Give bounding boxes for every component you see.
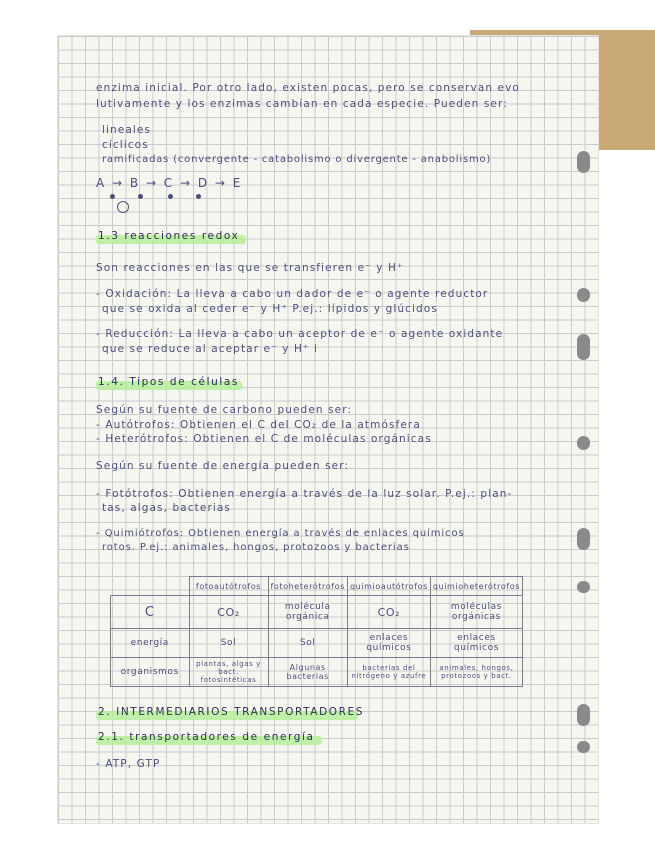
table-cell: Sol (189, 629, 268, 658)
binder-hole (577, 436, 590, 450)
table-header: quimioheterótrofos (430, 577, 522, 596)
table-header: fotoautótrofos (189, 577, 268, 596)
route-type-branched: ramificadas (convergente - catabolismo o divergente - anabolismo) (102, 154, 492, 165)
section-2-1-heading: 2.1. transportadores de energía (98, 731, 315, 743)
carbon-source-intro: Según su fuente de carbono pueden ser: (96, 404, 353, 416)
table-row-label: organismos (111, 658, 190, 687)
atp-gtp-item: - ATP, GTP (96, 758, 161, 770)
table-row (111, 658, 523, 687)
phototrophs-line-1: - Fotótrofos: Obtienen energía a través de la luz solar. P.ej.: plan- (96, 488, 513, 500)
route-type-cyclic: cíclicos (102, 139, 149, 151)
table-row-label: C (111, 596, 190, 629)
table-cell: CO₂ (189, 596, 268, 629)
autotrophs-line: - Autótrofos: Obtienen el C del CO₂ de la atmósfera (96, 419, 421, 431)
chemotrophs-line-2: rotos. P.ej.: animales, hongos, protozoos y bacterias (102, 542, 410, 553)
pathway-chain: A → B → C → D → E (96, 176, 243, 190)
section-1-3-heading: 1.3 reacciones redox (98, 230, 240, 242)
cell-types-table (110, 576, 523, 687)
chemotrophs-line-1: - Quimiótrofos: Obtienen energía a través de enlaces químicos (96, 528, 465, 539)
table-cell: Algunas bacterias (268, 658, 347, 687)
binder-hole (577, 581, 590, 593)
enzyme-dot (196, 194, 201, 199)
binder-hole (577, 528, 590, 550)
intro-line-1: enzima inicial. Por otro lado, existen pocas, pero se conservan evo (96, 82, 520, 94)
table-corner (111, 577, 190, 596)
table-header: fotoheterótrofos (268, 577, 347, 596)
table-cell: moléculas orgánicas (430, 596, 522, 629)
section-1-4-heading: 1.4. Tipos de células (98, 376, 239, 388)
energy-source-intro: Según su fuente de energía pueden ser: (96, 460, 350, 472)
binder-hole (577, 151, 590, 173)
redox-intro: Son reacciones en las que se transfieren e⁻ y H⁺ (96, 262, 404, 274)
enzyme-dot (138, 194, 143, 199)
section-2-heading: 2. INTERMEDIARIOS TRANSPORTADORES (98, 706, 365, 718)
enzyme-dot (110, 194, 115, 199)
phototrophs-line-2: tas, algas, bacterias (102, 502, 231, 514)
reduction-line-1: - Reducción: La lleva a cabo un aceptor de e⁻ o agente oxidante (96, 328, 504, 340)
table-row (111, 629, 523, 658)
enzyme-dot (168, 194, 173, 199)
binder-hole (577, 288, 590, 302)
table-cell: Sol (268, 629, 347, 658)
inhibition-circle (117, 201, 129, 213)
binder-hole (577, 704, 590, 726)
intro-line-2: lutivamente y los enzimas cambian en cada especie. Pueden ser: (96, 98, 508, 110)
table-cell: enlaces químicos (347, 629, 430, 658)
table-cell: molécula orgánica (268, 596, 347, 629)
oxidation-line-2: que se oxida al ceder e⁻ y H⁺ P.ej.: lípidos y glúcidos (102, 303, 438, 315)
binder-hole (577, 741, 590, 753)
table-cell: animales, hongos, protozoos y bact. (430, 658, 522, 687)
table-header-row (111, 577, 523, 596)
table-row-label: energía (111, 629, 190, 658)
table-cell: CO₂ (347, 596, 430, 629)
reduction-line-2: que se reduce al aceptar e⁻ y H⁺ i (102, 343, 319, 355)
table-cell: plantas, algas y bact. fotosintéticas (189, 658, 268, 687)
table-cell: bacterias del nitrógeno y azufre (347, 658, 430, 687)
notebook-page (58, 36, 598, 823)
heterotrophs-line: - Heterótrofos: Obtienen el C de moléculas orgánicas (96, 433, 432, 445)
oxidation-line-1: - Oxidación: La lleva a cabo un dador de e⁻ o agente reductor (96, 288, 489, 300)
binder-hole (577, 334, 590, 360)
route-type-linear: lineales (102, 124, 152, 136)
table-header: quimioautótrofos (347, 577, 430, 596)
table-row (111, 596, 523, 629)
table-cell: enlaces químicos (430, 629, 522, 658)
